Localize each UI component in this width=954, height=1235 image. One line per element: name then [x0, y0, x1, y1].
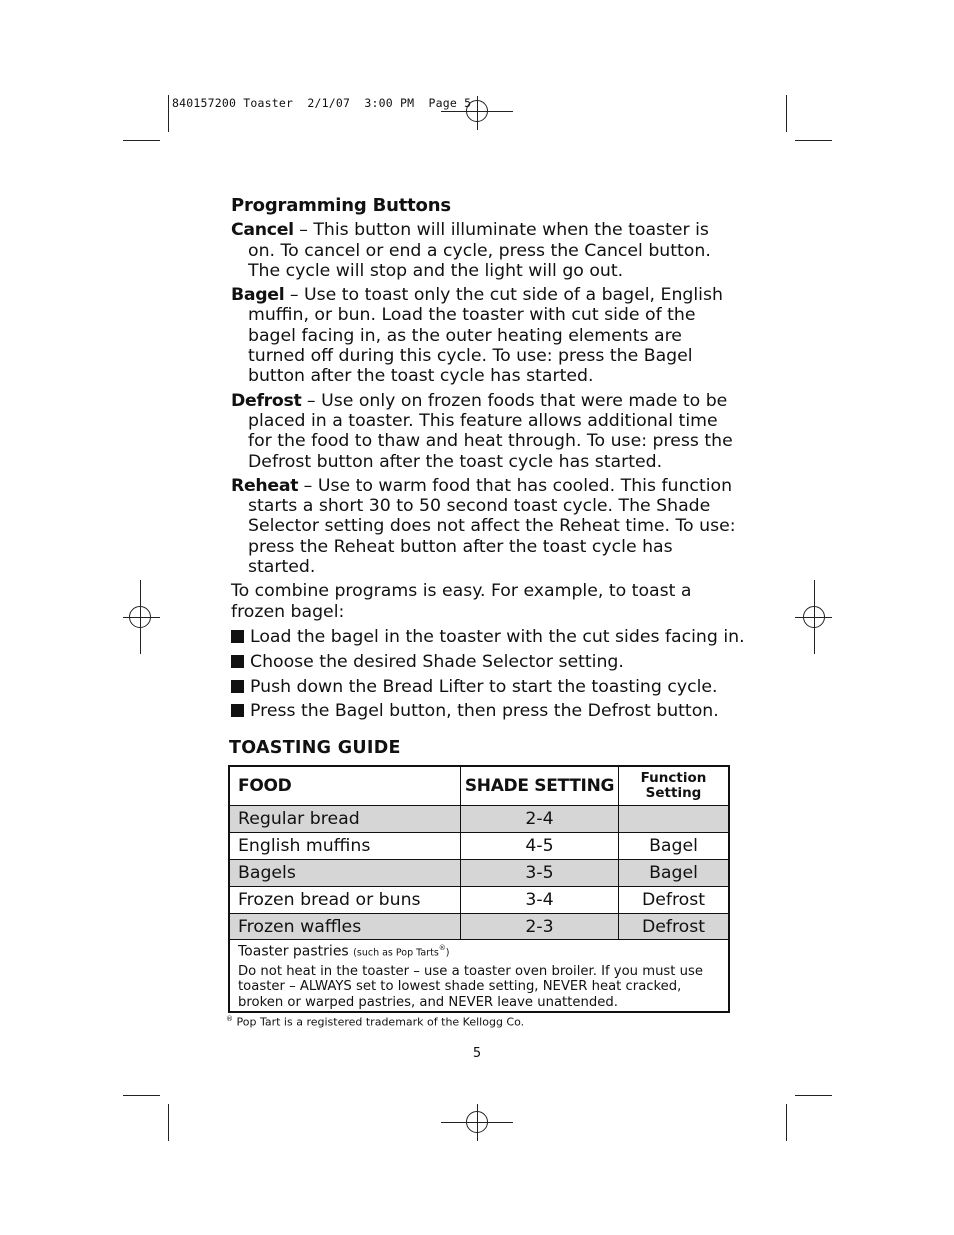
pastries-example: (such as Pop Tarts — [353, 947, 439, 959]
square-bullet-icon — [231, 630, 244, 643]
footnote-text: Pop Tart is a registered trademark of the Kellogg Co. — [233, 1015, 525, 1029]
print-slug: 840157200 Toaster 2/1/07 3:00 PM Page 5 — [172, 96, 472, 110]
step-item — [231, 677, 736, 697]
button-name: Bagel — [231, 285, 285, 306]
shade-cell: 4-5 — [461, 833, 619, 859]
function-cell: Defrost — [641, 916, 706, 937]
crop-mark — [786, 1104, 787, 1141]
registration-crosshair — [477, 1104, 478, 1141]
section-title: Programming Buttons — [231, 195, 451, 216]
food-cell: Frozen bread or buns — [230, 887, 461, 913]
registered-mark: ® — [438, 944, 446, 952]
crop-mark — [168, 1104, 169, 1141]
table-row — [230, 806, 728, 833]
function-cell: Bagel — [649, 863, 698, 883]
crop-mark — [786, 95, 787, 132]
step-text: Load the bagel in the toaster with the cut sides facing in. — [250, 626, 745, 647]
crop-mark — [795, 140, 832, 141]
registration-crosshair — [477, 96, 478, 130]
step-text: Press the Bagel button, then press the Defrost button. — [250, 701, 719, 722]
table-header-row — [230, 767, 728, 806]
button-name: Cancel — [231, 220, 294, 241]
step-item — [231, 626, 745, 647]
step-text: Push down the Bread Lifter to start the toasting cycle. — [250, 676, 718, 697]
button-description-reheat — [231, 476, 736, 577]
registration-crosshair — [123, 617, 160, 618]
step-item — [231, 701, 736, 721]
button-text: – Use only on frozen foods that were made to be placed in a toaster. This feature allows additional time for the food to thaw and heat through. To use: press the Defrost button after the toast cycle has started. — [248, 390, 733, 472]
shade-cell: 2-4 — [461, 806, 619, 832]
shade-cell: 2-3 — [461, 914, 619, 939]
button-description-cancel — [231, 220, 736, 281]
page-number: 5 — [472, 1046, 482, 1061]
header-function-line2: Setting — [645, 785, 702, 801]
button-description-defrost — [231, 391, 736, 472]
pastries-example-close: ) — [445, 947, 450, 959]
programming-buttons-section — [231, 195, 745, 726]
food-cell: Bagels — [230, 860, 461, 886]
crop-mark — [795, 1095, 832, 1096]
function-cell: Bagel — [649, 836, 698, 856]
food-cell: English muffins — [230, 833, 461, 859]
button-text: – This button will illuminate when the toaster is on. To cancel or end a cycle, press the Cancel button. The cycle will stop and the light will go out. — [248, 220, 711, 281]
square-bullet-icon — [231, 655, 244, 668]
function-cell — [619, 806, 728, 832]
square-bullet-icon — [231, 704, 244, 717]
registration-crosshair — [140, 580, 141, 654]
button-name: Reheat — [231, 475, 299, 496]
button-name: Defrost — [231, 390, 302, 411]
header-function-line1: Function — [640, 770, 707, 786]
pastries-warning: Do not heat in the toaster – use a toaster oven broiler. If you must use toaster – ALWAYS set to lowest shade setting, NEVER heat cracked, broken or warped pastries, and NEVER leave unattended. — [238, 963, 704, 1010]
shade-cell: 3-5 — [461, 860, 619, 886]
pastries-heading — [238, 941, 722, 961]
button-description-bagel — [231, 285, 736, 386]
button-text: – Use to warm food that has cooled. This function starts a short 30 to 50 second toast cycle. The Shade Selector setting does not affect the Reheat time. To use: press the Reheat button after the toast cycle has started. — [248, 475, 736, 578]
trademark-footnote — [226, 1015, 524, 1029]
toasting-guide-title: TOASTING GUIDE — [229, 738, 401, 758]
shade-cell: 3-4 — [461, 887, 619, 913]
square-bullet-icon — [231, 680, 244, 693]
table-row — [230, 914, 728, 940]
button-text: – Use to toast only the cut side of a bagel, English muffin, or bun. Load the toaster with cut side of the bagel facing in, as the outer heating elements are turned off during this cycle. To use: press the Bagel button after the toast cycle has started. — [248, 285, 723, 387]
header-shade-setting: SHADE SETTING — [461, 767, 619, 805]
combine-intro: To combine programs is easy. For example, to toast a frozen bagel: — [231, 581, 692, 622]
crop-mark — [123, 140, 160, 141]
toaster-pastries-note — [238, 941, 722, 1010]
header-function-setting — [619, 767, 728, 805]
table-row — [230, 833, 728, 860]
table-row — [230, 887, 728, 914]
step-text: Choose the desired Shade Selector setting. — [250, 651, 624, 672]
food-cell: Frozen waffles — [230, 914, 461, 939]
food-cell: Regular bread — [230, 806, 461, 832]
step-item — [231, 652, 736, 672]
function-cell: Defrost — [641, 890, 706, 910]
toasting-guide-table — [228, 765, 730, 1013]
header-food: FOOD — [230, 767, 461, 805]
registration-crosshair — [814, 580, 815, 654]
table-row — [230, 860, 728, 887]
footnote-mark: ® — [226, 1015, 233, 1023]
pastries-label: Toaster pastries — [238, 943, 354, 960]
crop-mark — [123, 1095, 160, 1096]
crop-mark — [168, 95, 169, 132]
